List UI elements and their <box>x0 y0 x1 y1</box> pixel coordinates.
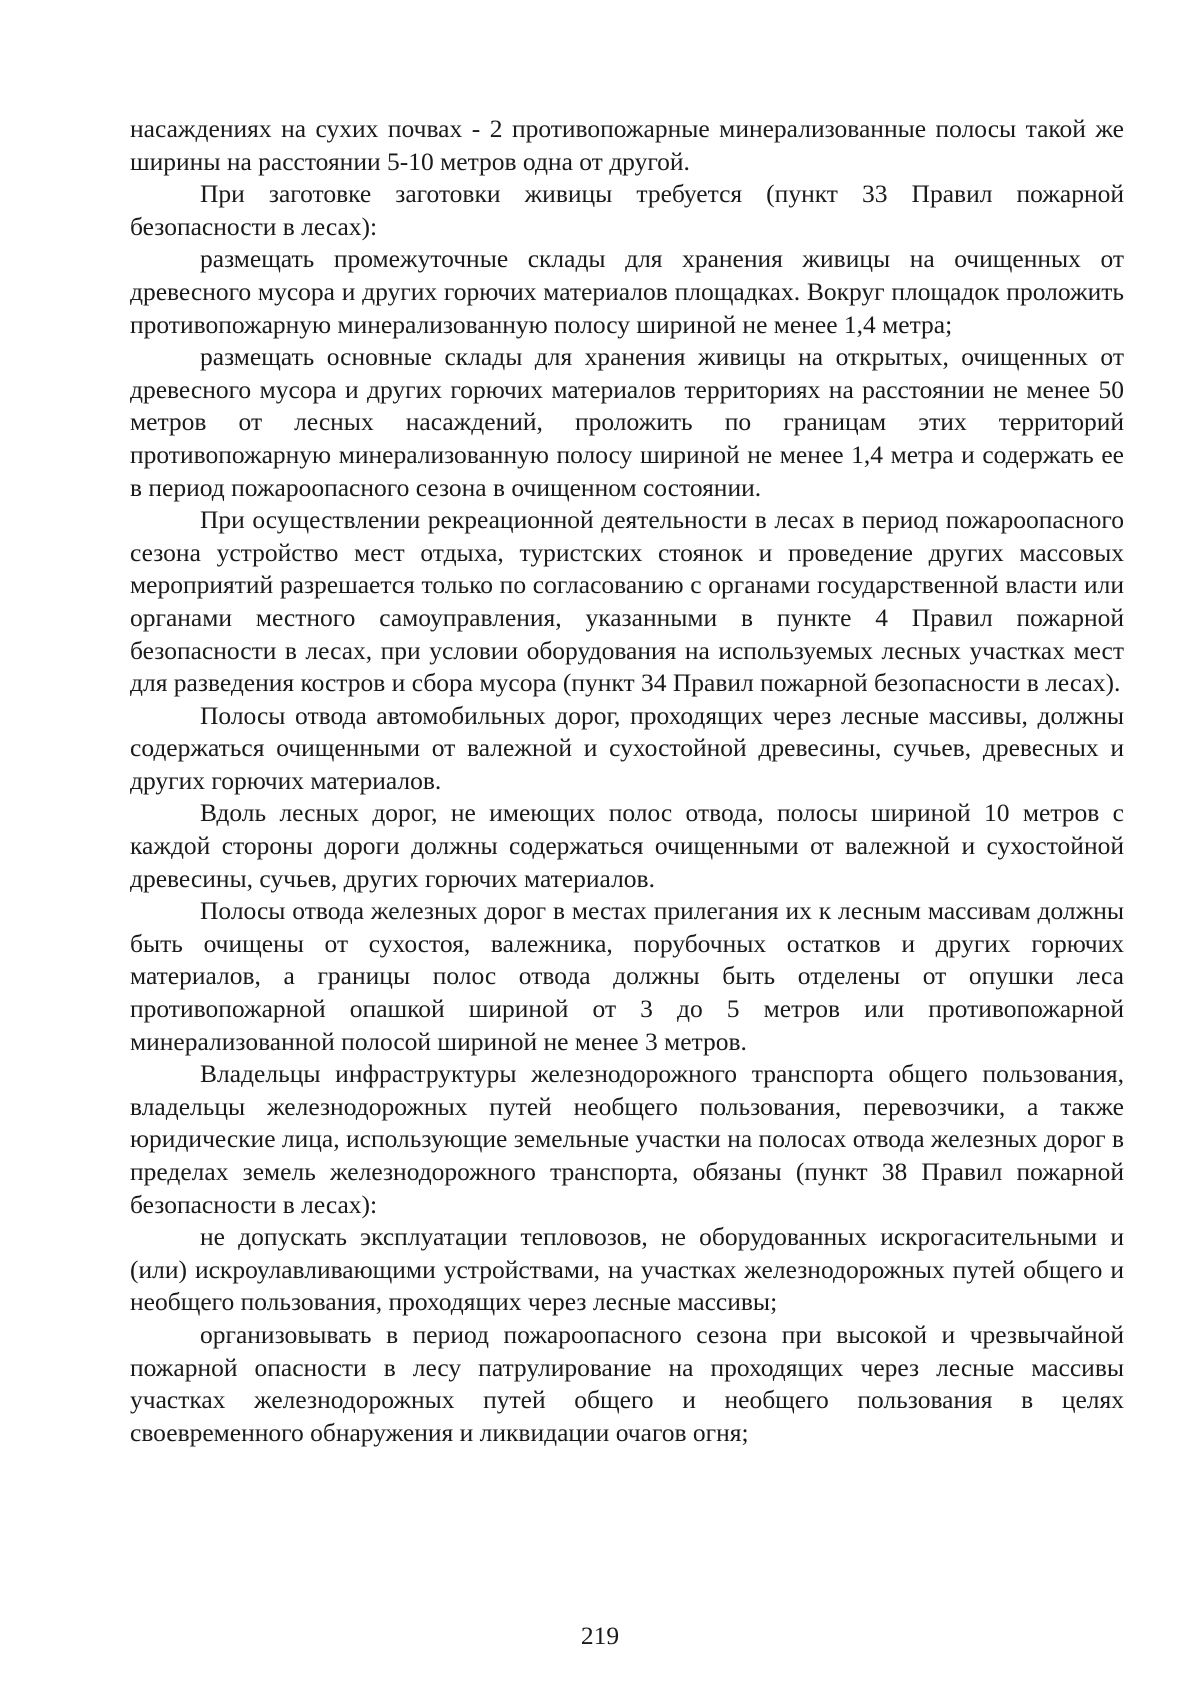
paragraph-locomotives: не допускать эксплуатации тепловозов, не оборудованных искрогасительными и (или) искроулавливающими устройствами, на участках железнодорожных путей общего и необщего пользования, проходящих через лесные массивы; <box>130 1222 1124 1317</box>
document-body <box>130 113 1124 1449</box>
paragraph-intermediate-warehouses: размещать промежуточные склады для хранения живицы на очищенных от древесного мусора и других горючих материалов площадках. Вокруг площадок проложить противопожарную минерализованную полосу шириной не менее 1,4 метра; <box>130 244 1124 339</box>
paragraph-main-warehouses: размещать основные склады для хранения живицы на открытых, очищенных от древесного мусора и других горючих материалов территориях на расстоянии не менее 50 метров от лесных насаждений, проложить по границам этих территорий противопожарную минерализованную полосу шириной не менее 1,4 метра и содержать ее в период пожароопасного сезона в очищенном состоянии. <box>130 342 1124 502</box>
paragraph-forest-roads: Вдоль лесных дорог, не имеющих полос отвода, полосы шириной 10 метров с каждой стороны дороги должны содержаться очищенными от валежной и сухостойной древесины, сучьев, других горючих материалов. <box>130 798 1124 893</box>
paragraph-patrolling: организовывать в период пожароопасного сезона при высокой и чрезвычайной пожарной опасности в лесу патрулирование на проходящих через лесные массивы участках железнодорожных путей общего и необщего пользования в целях своевременного обнаружения и ликвидации очагов огня; <box>130 1319 1124 1447</box>
page-number: 219 <box>580 1621 620 1650</box>
paragraph-resin-harvest-intro: При заготовке заготовки живицы требуется (пункт 33 Правил пожарной безопасности в лесах): <box>130 179 1124 241</box>
paragraph-railway-right-of-way: Полосы отвода железных дорог в местах прилегания их к лесным массивам должны быть очищены от сухостоя, валежника, порубочных остатков и других горючих материалов, а границы полос отвода должны быть отделены от опушки леса противопожарной опашкой шириной от 3 до 5 метров или противопожарной минерализованной полосой шириной не менее 3 метров. <box>130 896 1124 1056</box>
paragraph-recreational-activity: При осуществлении рекреационной деятельности в лесах в период пожароопасного сезона устройство мест отдыха, туристских стоянок и проведение других массовых мероприятий разрешается только по согласованию с органами государственной власти или органами местного самоуправления, указанными в пункте 4 Правил пожарной безопасности в лесах, при условии оборудования на используемых лесных участках мест для разведения костров и сбора мусора (пункт 34 Правил пожарной безопасности в лесах). <box>130 505 1124 698</box>
paragraph-road-right-of-way: Полосы отвода автомобильных дорог, проходящих через лесные массивы, должны содержаться очищенными от валежной и сухостойной древесины, сучьев, древесных и других горючих материалов. <box>130 700 1124 795</box>
paragraph-continuation: насаждениях на сухих почвах - 2 противопожарные минерализованные полосы такой же ширины на расстоянии 5-10 метров одна от другой. <box>130 114 1124 176</box>
paragraph-railway-owners: Владельцы инфраструктуры железнодорожного транспорта общего пользования, владельцы железнодорожных путей необщего пользования, перевозчики, а также юридические лица, использующие земельные участки на полосах отвода железных дорог в пределах земель железнодорожного транспорта, обязаны (пункт 38 Правил пожарной безопасности в лесах): <box>130 1059 1124 1219</box>
